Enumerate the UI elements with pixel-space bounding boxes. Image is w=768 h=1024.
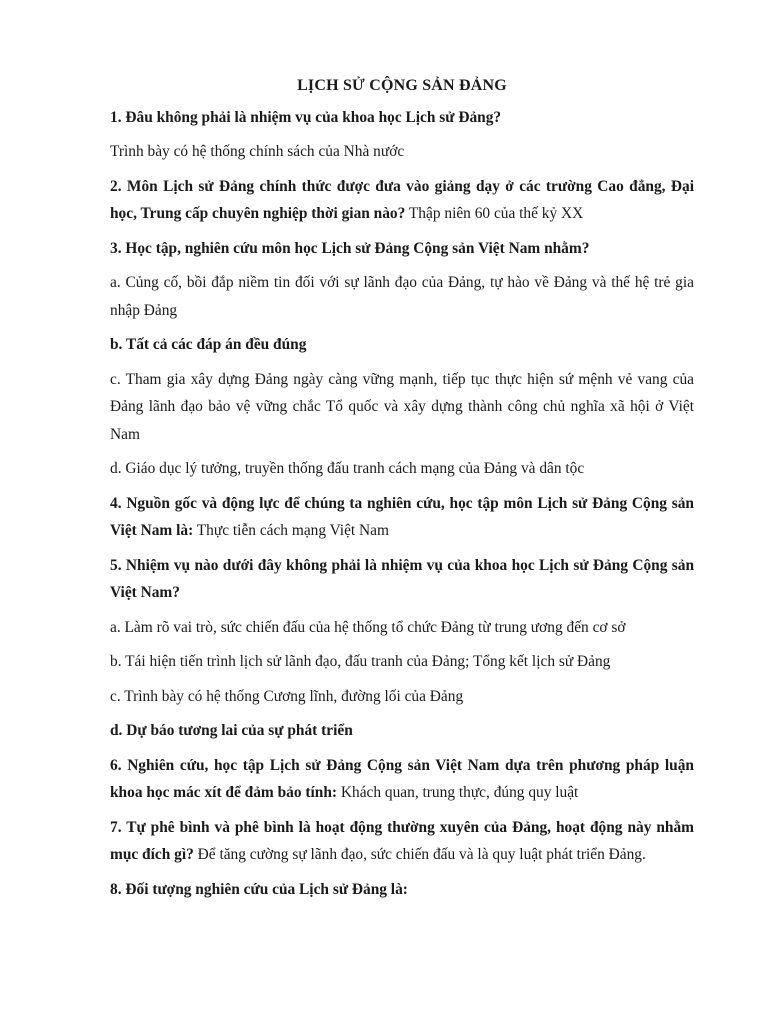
paragraph xyxy=(110,138,694,166)
paragraph-bold-text: 5. Nhiệm vụ nào dưới đây không phải là nhiệm vụ của khoa học Lịch sử Đảng Cộng sản Việt Nam? xyxy=(110,556,694,601)
paragraph-text: a. Làm rõ vai trò, sức chiến đấu của hệ thống tổ chức Đảng từ trung ương đến cơ sở xyxy=(110,618,626,636)
paragraph xyxy=(110,752,694,807)
paragraph-text: Khách quan, trung thực, đúng quy luật xyxy=(337,784,579,801)
paragraph-text: Để tăng cường sự lãnh đạo, sức chiến đấu và là quy luật phát triển Đảng. xyxy=(193,846,646,863)
paragraph-bold-text: 2. Môn Lịch sử Đảng chính thức được đưa vào giảng dạy ở các trường Cao đẳng, Đại học, Trung cấp chuyên nghiệp thời gian nào? xyxy=(110,177,694,222)
paragraph-bold-text: 6. Nghiên cứu, học tập Lịch sử Đảng Cộng sản Việt Nam dựa trên phương pháp luận khoa học mác xít để đảm bảo tính: xyxy=(110,756,694,801)
paragraph xyxy=(110,717,694,745)
paragraph-text: b. Tái hiện tiến trình lịch sử lãnh đạo, đấu tranh của Đảng; Tổng kết lịch sử Đảng xyxy=(110,653,611,670)
document-title: LỊCH SỬ CỘNG SẢN ĐẢNG xyxy=(297,77,507,94)
paragraph-text: c. Trình bày có hệ thống Cương lĩnh, đường lối của Đảng xyxy=(110,687,464,705)
paragraph xyxy=(110,614,694,642)
paragraph-bold-text: 7. Tự phê bình và phê bình là hoạt động thường xuyên của Đảng, hoạt động này nhằm mục đích gì? xyxy=(110,818,694,863)
paragraph-text: d. Giáo dục lý tưởng, truyền thống đấu tranh cách mạng của Đảng và dân tộc xyxy=(110,460,585,477)
paragraph xyxy=(110,490,694,545)
paragraph xyxy=(110,876,694,904)
paragraph xyxy=(110,235,694,263)
document-body xyxy=(110,104,694,904)
paragraph-text: a. Củng cố, bồi đắp niềm tin đối với sự lãnh đạo của Đảng, tự hào về Đảng và thế hệ trẻ gia nhập Đảng xyxy=(110,274,694,319)
paragraph xyxy=(110,683,694,711)
paragraph-bold-text: 4. Nguồn gốc và động lực để chúng ta nghiên cứu, học tập môn Lịch sử Đảng Cộng sản Việt Nam là: xyxy=(110,494,694,539)
paragraph xyxy=(110,104,694,132)
paragraph xyxy=(110,173,694,228)
paragraph xyxy=(110,331,694,359)
paragraph-bold-text: b. Tất cả các đáp án đều đúng xyxy=(110,336,307,353)
paragraph xyxy=(110,814,694,869)
paragraph xyxy=(110,366,694,449)
paragraph-text: Thực tiễn cách mạng Việt Nam xyxy=(193,522,389,539)
paragraph-text: Trình bày có hệ thống chính sách của Nhà nước xyxy=(110,143,405,160)
paragraph-bold-text: d. Dự báo tương lai của sự phát triển xyxy=(110,722,353,739)
paragraph xyxy=(110,648,694,676)
paragraph-text: Thập niên 60 của thế kỷ XX xyxy=(405,205,584,222)
paragraph-bold-text: 1. Đâu không phải là nhiệm vụ của khoa học Lịch sử Đảng? xyxy=(110,108,502,126)
document-page xyxy=(110,72,694,910)
paragraph-bold-text: 8. Đối tượng nghiên cứu của Lịch sử Đảng là: xyxy=(110,880,408,898)
paragraph xyxy=(110,455,694,483)
paragraph xyxy=(110,269,694,324)
paragraph-bold-text: 3. Học tập, nghiên cứu môn học Lịch sử Đảng Cộng sản Việt Nam nhằm? xyxy=(110,239,590,257)
paragraph-text: c. Tham gia xây dựng Đảng ngày càng vững mạnh, tiếp tục thực hiện sứ mệnh vẻ vang của Đảng lãnh đạo bảo vệ vững chắc Tổ quốc và xây dựng thành công chủ nghĩa xã hội ở Việt Nam xyxy=(110,370,694,443)
paragraph xyxy=(110,552,694,607)
